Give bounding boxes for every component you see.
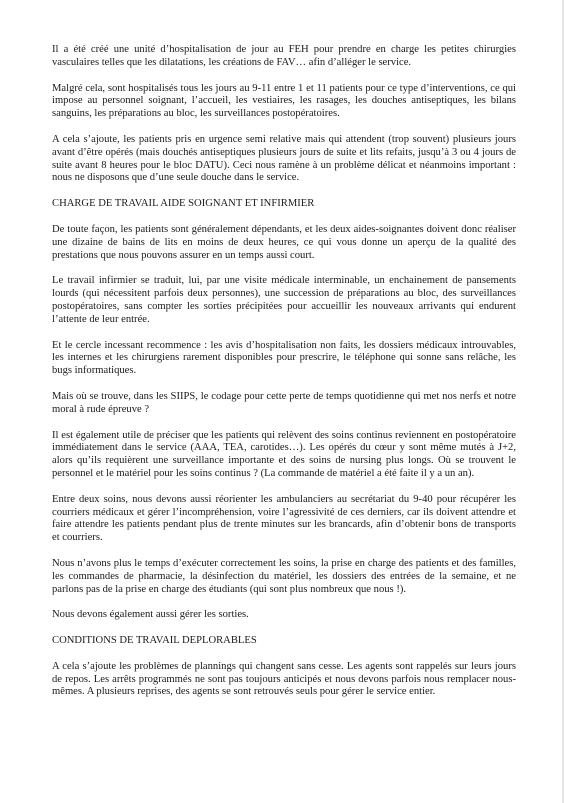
paragraph: A cela s’ajoute les problèmes de plannings qui changent sans cesse. Les agents sont rappelés sur leurs jours de repos. Les arrêts programmés ne sont pas toujours anticipés et nous devons parfois nous remplacer nous-mêmes. A plusieurs reprises, des agents se sont retrouvés seuls pour gérer le service entier.: [52, 660, 516, 698]
paragraph: Mais où se trouve, dans les SIIPS, le codage pour cette perte de temps quotidienne qui met nos nerfs et notre moral à rude épreuve ?: [52, 390, 516, 415]
paragraph: Et le cercle incessant recommence : les avis d’hospitalisation non faits, les dossiers médicaux introuvables, les internes et les chirurgiens rarement disponibles pour prescrire, le téléphone qui sonne sans relâche, les bugs informatiques.: [52, 339, 516, 377]
paragraph: A cela s’ajoute, les patients pris en urgence semi relative mais qui attendent (trop souvent) plusieurs jours avant d’être opérés (mais douchés antiseptiques plusieurs jours de suite et lits refaits, jusqu’à 3 ou 4 jours de suite avant 8 heures pour le bloc DATU). Ceci nous ramène à un problème délicat et néanmoins important : nous ne disposons que d’une seule douche dans le service.: [52, 133, 516, 184]
paragraph: Le travail infirmier se traduit, lui, par une visite médicale interminable, un enchainement de pansements lourds (qui nécessitent parfois deux personnes), une succession de préparations au bloc, des surveillances postopératoires, sans compter les sorties précipitées pour accueillir les nouveaux arrivants qui endurent l’attente de leur entrée.: [52, 275, 516, 325]
document-body: [52, 44, 516, 712]
paragraph: Malgré cela, sont hospitalisés tous les jours au 9-11 entre 1 et 11 patients pour ce type d’interventions, ce qui impose au personnel soignant, l’accueil, les vestiaires, les rasages, les douches antiseptiques, les bilans sanguins, les préparations au bloc, les surveillances postopératoires.: [52, 82, 516, 120]
paragraph: De toute façon, les patients sont généralement dépendants, et les deux aides-soignantes doivent donc réaliser une dizaine de bains de lits en moins de deux heures, ce qui vous donne un aperçu de la qualité des prestations que nous pouvons assurer en un temps aussi court.: [52, 223, 516, 261]
paragraph: Nous devons également aussi gérer les sorties.: [52, 609, 249, 621]
paragraph: Il est également utile de préciser que les patients qui relèvent des soins continus reviennent en postopératoire immédiatement dans le service (AAA, TEA, carotides…). Les opérés du cœur y sont même mutés à J+2, alors qu’ils requièrent une surveillance importante et des soins de nursing plus longs. Où se trouvent le personnel et le matériel pour les soins continus ? (La commande de matériel a été faite il y a un an).: [52, 429, 516, 479]
paragraph: Entre deux soins, nous devons aussi réorienter les ambulanciers au secrétariat du 9-40 pour récupérer les courriers médicaux et gérer l’incompréhension, voire l’agressivité de ces derniers, car ils doivent attendre et faire attendre les patients pendant plus de trente minutes sur les brancards, afin d’obtenir bons de transports et courriers.: [52, 493, 516, 544]
section-heading-conditions: CONDITIONS DE TRAVAIL DEPLORABLES: [52, 635, 257, 647]
paragraph: Nous n’avons plus le temps d’exécuter correctement les soins, la prise en charge des patients et des familles, les commandes de pharmacie, la désinfection du matériel, les dossiers des entrées de la semaine, et ne parlons pas de la prise en charge des étudiants (qui sont plus nombreux que nous !).: [52, 557, 516, 595]
section-heading-workload: CHARGE DE TRAVAIL AIDE SOIGNANT ET INFIRMIER: [52, 198, 315, 210]
paragraph: Il a été créé une unité d’hospitalisation de jour au FEH pour prendre en charge les petites chirurgies vasculaires telles que les dilatations, les créations de FAV… afin d’alléger le service.: [52, 44, 516, 68]
